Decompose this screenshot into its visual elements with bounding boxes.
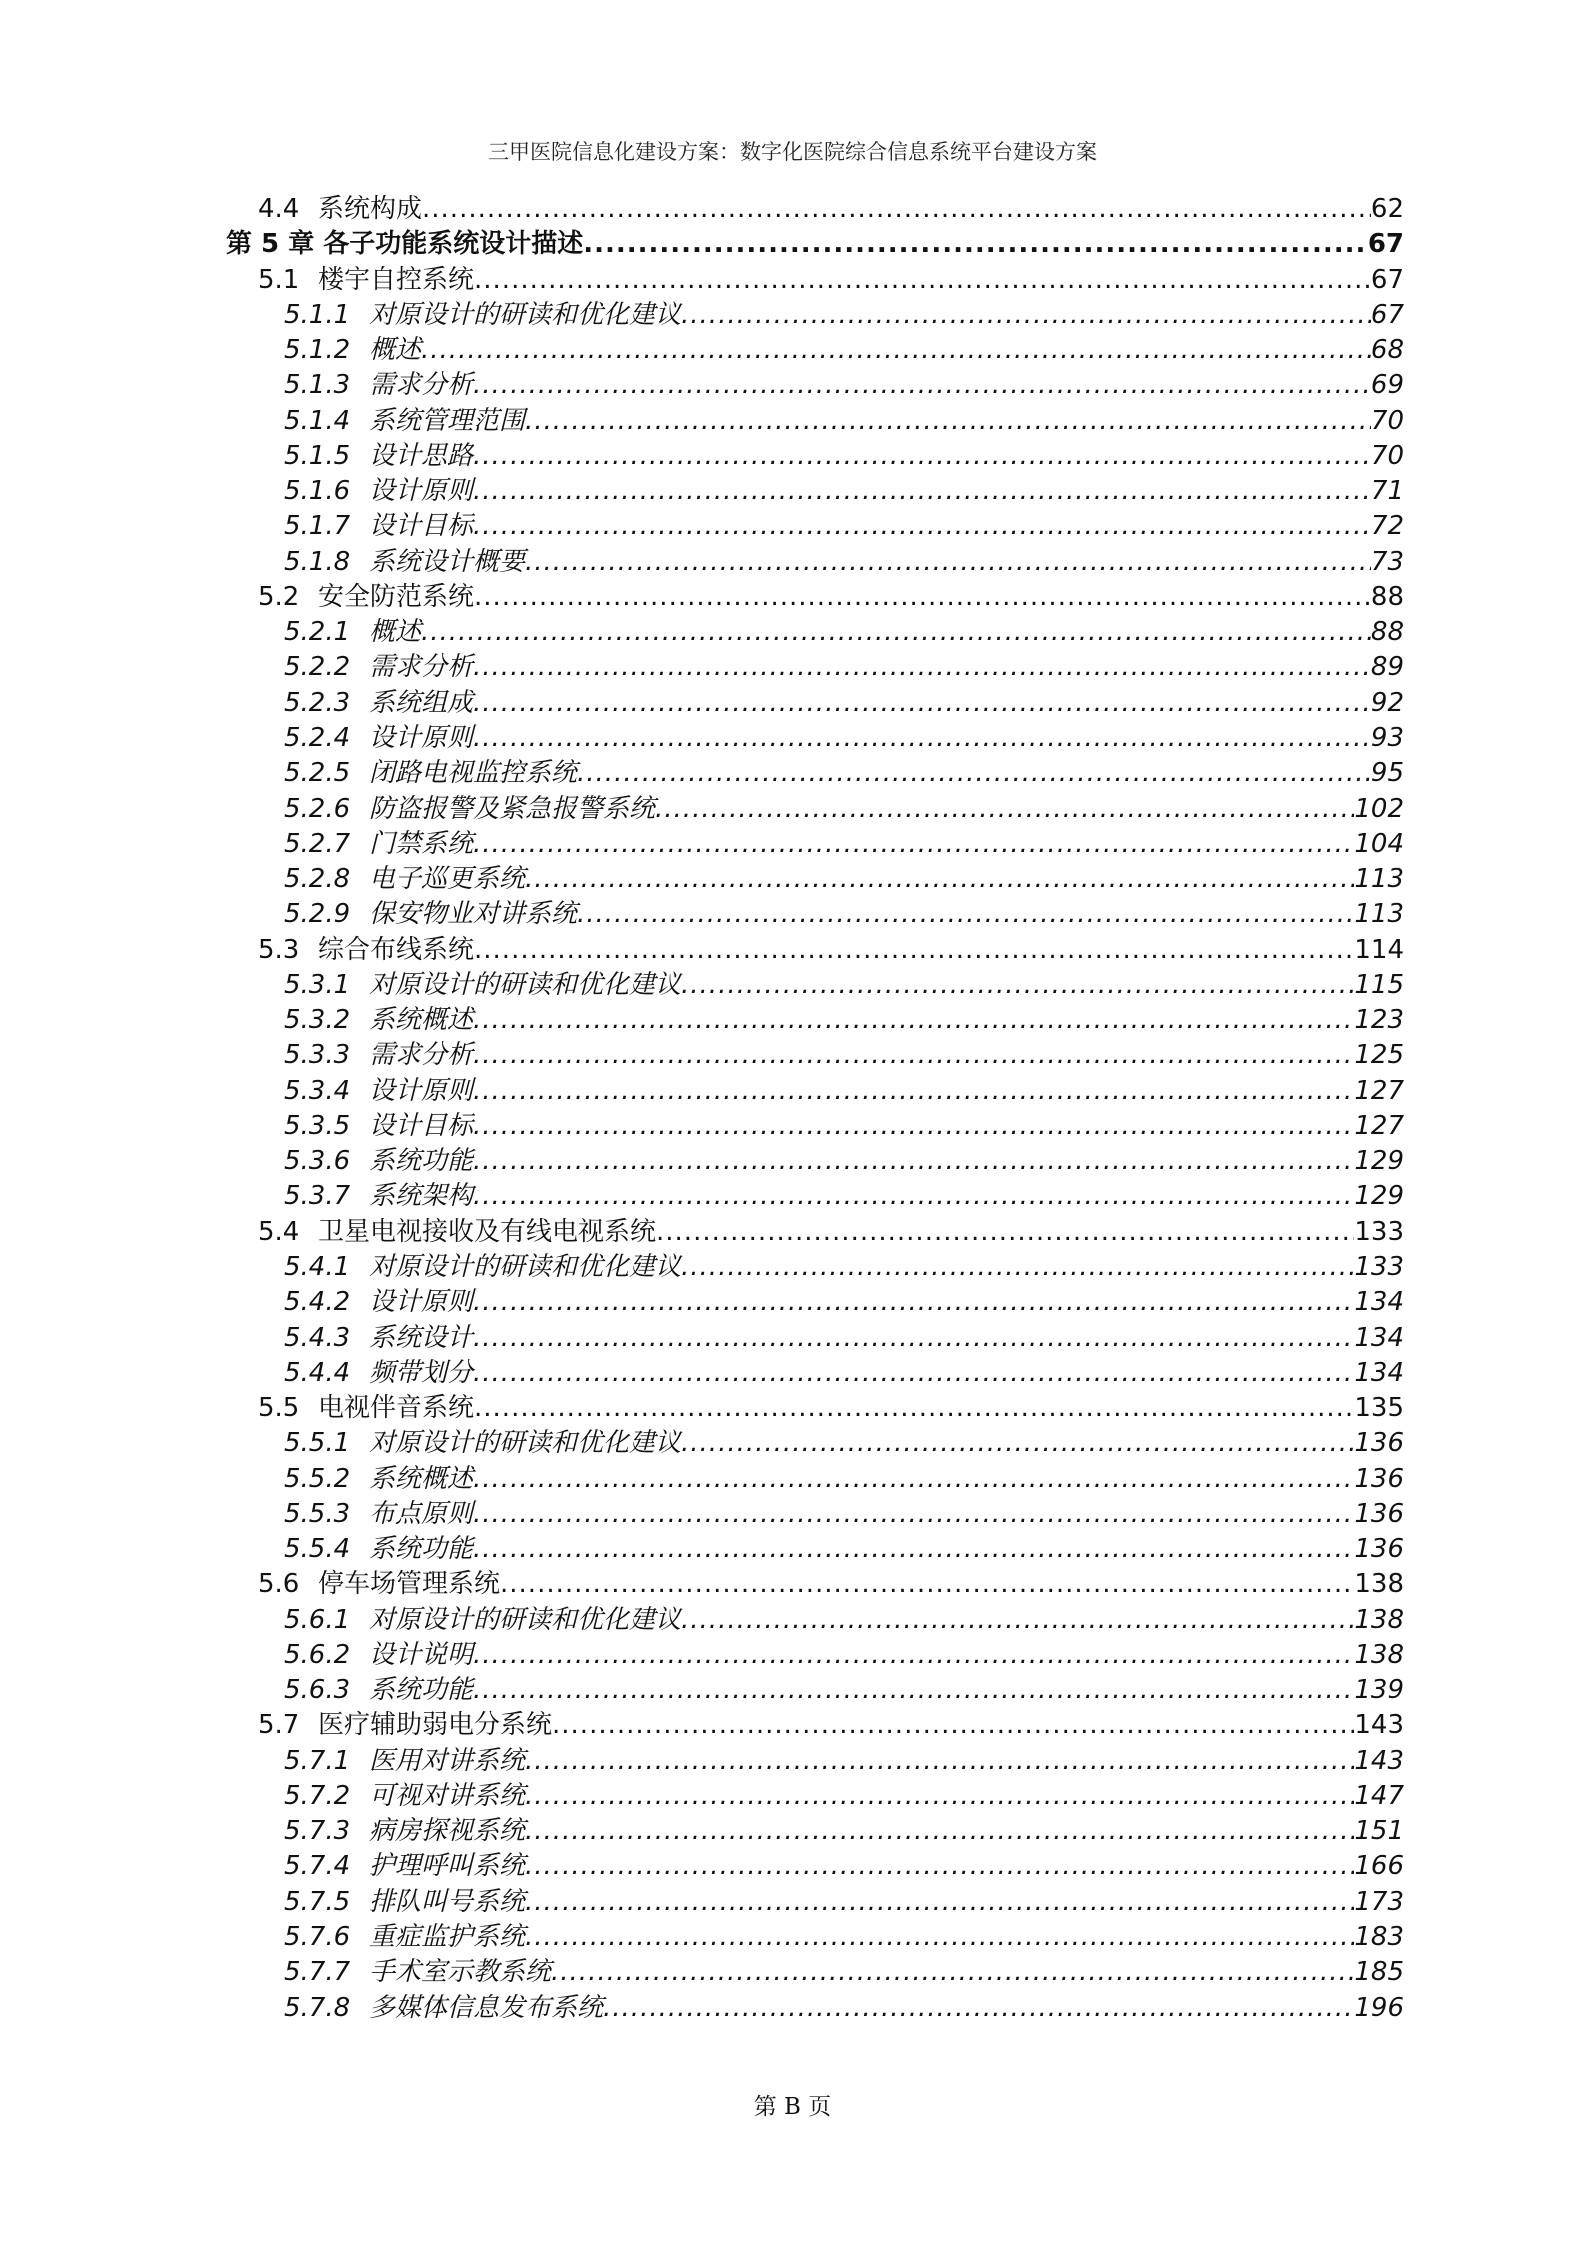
toc-entry[interactable] xyxy=(226,1074,1404,1109)
toc-entry-page: 62 xyxy=(1370,194,1404,224)
toc-entry-page: 183 xyxy=(1354,1922,1404,1953)
toc-entry[interactable] xyxy=(226,1426,1404,1461)
toc-entry-number: 5.2.7 xyxy=(284,828,351,859)
toc-entry-number: 5.2.1 xyxy=(284,617,351,648)
toc-entry[interactable] xyxy=(226,1991,1404,2026)
toc-entry-number: 5.5.1 xyxy=(284,1428,351,1459)
toc-entry-number: 5.6 xyxy=(258,1569,300,1600)
dot-leader xyxy=(473,474,1371,509)
dot-leader xyxy=(473,509,1371,544)
toc-entry-number: 5.7.7 xyxy=(284,1957,351,1988)
dot-leader xyxy=(421,615,1371,650)
dot-leader xyxy=(473,1321,1354,1356)
dot-leader xyxy=(473,1532,1354,1567)
dot-leader xyxy=(473,827,1354,862)
toc-entry-page: 73 xyxy=(1370,546,1404,577)
toc-entry-title: 需求分析 xyxy=(369,370,474,401)
toc-entry-title: 布点原则 xyxy=(369,1498,474,1529)
toc-entry[interactable] xyxy=(226,721,1404,756)
toc-entry[interactable] xyxy=(226,615,1404,650)
dot-leader xyxy=(473,1144,1354,1179)
toc-entry-number: 5.4.4 xyxy=(284,1357,351,1388)
toc-entry-page: 129 xyxy=(1354,1181,1404,1212)
toc-entry[interactable] xyxy=(226,1215,1404,1250)
toc-entry-page: 114 xyxy=(1354,934,1404,965)
toc-entry-title: 对原设计的研读和优化建议 xyxy=(369,1251,682,1282)
toc-entry-number: 5.1 xyxy=(258,264,300,295)
toc-entry-title: 设计目标 xyxy=(369,1110,474,1141)
dot-leader xyxy=(525,1920,1354,1955)
toc-entry-page: 104 xyxy=(1354,828,1404,859)
toc-entry-title: 系统构成 xyxy=(318,194,423,224)
dot-leader xyxy=(473,721,1371,756)
toc-entry-page: 93 xyxy=(1370,722,1404,753)
toc-entry[interactable] xyxy=(226,1779,1404,1814)
toc-entry-number: 5.7.8 xyxy=(284,1992,351,2023)
toc-entry[interactable] xyxy=(226,192,1404,227)
dot-leader xyxy=(473,1356,1354,1391)
dot-leader xyxy=(473,1109,1354,1144)
dot-leader xyxy=(681,1426,1354,1461)
toc-entry-number: 5.1.1 xyxy=(284,299,351,330)
page-header: 三甲医院信息化建设方案：数字化医院综合信息系统平台建设方案 xyxy=(488,140,1097,164)
toc-entry-number: 5.6.3 xyxy=(284,1675,351,1706)
toc-entry[interactable] xyxy=(226,368,1404,403)
toc-entry-title: 排队叫号系统 xyxy=(369,1886,526,1917)
dot-leader xyxy=(681,298,1371,333)
toc-entry-number: 5.7.1 xyxy=(284,1745,351,1776)
dot-leader xyxy=(422,192,1371,227)
toc-entry-page: 67 xyxy=(1367,229,1404,260)
toc-entry-page: 127 xyxy=(1354,1075,1404,1106)
toc-entry-title: 重症监护系统 xyxy=(369,1922,526,1953)
toc-entry-page: 71 xyxy=(1370,476,1404,507)
toc-entry[interactable] xyxy=(226,509,1404,544)
toc-entry-title: 设计说明 xyxy=(369,1639,474,1670)
toc-entry-page: 133 xyxy=(1354,1216,1404,1247)
toc-entry-number: 5.3.7 xyxy=(284,1181,351,1212)
toc-entry-title: 需求分析 xyxy=(369,652,474,683)
dot-leader xyxy=(474,263,1371,298)
dot-leader xyxy=(473,1285,1354,1320)
toc-entry-title: 防盗报警及紧急报警系统 xyxy=(369,793,656,824)
dot-leader xyxy=(473,1038,1354,1073)
dot-leader xyxy=(474,1391,1354,1426)
toc-entry[interactable] xyxy=(226,686,1404,721)
toc-entry[interactable] xyxy=(226,650,1404,685)
dot-leader xyxy=(525,1779,1354,1814)
dot-leader xyxy=(681,1603,1354,1638)
toc-entry-title: 停车场管理系统 xyxy=(318,1569,501,1600)
dot-leader xyxy=(525,1849,1354,1884)
toc-entry-title: 第 5 章 各子功能系统设计描述 xyxy=(226,229,584,260)
toc-entry-page: 113 xyxy=(1354,899,1404,930)
toc-entry-number: 5.1.4 xyxy=(284,405,351,436)
toc-entry-number: 4.4 xyxy=(258,194,300,224)
toc-entry-number: 5.5.3 xyxy=(284,1498,351,1529)
toc-entry[interactable] xyxy=(226,439,1404,474)
toc-entry-title: 手术室示教系统 xyxy=(369,1957,552,1988)
toc-entry-title: 设计原则 xyxy=(369,722,474,753)
toc-entry-page: 113 xyxy=(1354,864,1404,895)
toc-entry-title: 门禁系统 xyxy=(369,828,474,859)
dot-leader xyxy=(500,1567,1354,1602)
toc-entry-number: 5.5 xyxy=(258,1393,300,1424)
toc-entry-number: 5.1.7 xyxy=(284,511,351,542)
toc-entry[interactable] xyxy=(226,1109,1404,1144)
toc-entry[interactable] xyxy=(226,1849,1404,1884)
toc-entry-number: 5.4.2 xyxy=(284,1287,351,1318)
toc-entry-page: 68 xyxy=(1370,335,1404,366)
toc-entry-page: 133 xyxy=(1354,1251,1404,1282)
toc-entry[interactable] xyxy=(226,404,1404,439)
toc-entry-number: 5.3.4 xyxy=(284,1075,351,1106)
toc-entry-page: 115 xyxy=(1354,969,1404,1000)
toc-entry-number: 5.4.1 xyxy=(284,1251,351,1282)
dot-leader xyxy=(473,650,1371,685)
toc-entry-page: 72 xyxy=(1370,511,1404,542)
toc-entry-page: 67 xyxy=(1370,299,1404,330)
toc-entry-page: 136 xyxy=(1354,1463,1404,1494)
toc-entry-page: 134 xyxy=(1354,1357,1404,1388)
toc-entry-number: 5.7 xyxy=(258,1710,300,1741)
toc-entry[interactable] xyxy=(226,263,1404,298)
toc-entry-title: 系统功能 xyxy=(369,1675,474,1706)
toc-entry-title: 设计原则 xyxy=(369,1075,474,1106)
toc-entry-page: 136 xyxy=(1354,1428,1404,1459)
toc-entry[interactable] xyxy=(226,333,1404,368)
toc-entry-title: 对原设计的研读和优化建议 xyxy=(369,1604,682,1635)
toc-entry-title: 概述 xyxy=(369,617,422,648)
toc-entry-title: 设计原则 xyxy=(369,476,474,507)
toc-entry[interactable] xyxy=(226,1603,1404,1638)
toc-entry[interactable] xyxy=(226,227,1404,262)
toc-entry[interactable] xyxy=(226,1179,1404,1214)
toc-entry-number: 5.3.2 xyxy=(284,1005,351,1036)
toc-entry-number: 5.1.2 xyxy=(284,335,351,366)
dot-leader xyxy=(474,580,1371,615)
toc-entry-number: 5.6.1 xyxy=(284,1604,351,1635)
toc-entry-page: 138 xyxy=(1354,1569,1404,1600)
toc-entry[interactable] xyxy=(226,1744,1404,1779)
dot-leader xyxy=(681,968,1354,1003)
toc-entry-title: 设计目标 xyxy=(369,511,474,542)
toc-entry-number: 5.1.6 xyxy=(284,476,351,507)
toc-entry-page: 125 xyxy=(1354,1040,1404,1071)
toc-entry[interactable] xyxy=(226,1250,1404,1285)
toc-entry-number: 5.1.3 xyxy=(284,370,351,401)
toc-entry[interactable] xyxy=(226,1462,1404,1497)
toc-entry[interactable] xyxy=(226,1356,1404,1391)
toc-entry[interactable] xyxy=(226,1920,1404,1955)
toc-entry[interactable] xyxy=(226,1321,1404,1356)
dot-leader xyxy=(473,1179,1354,1214)
toc-entry-title: 多媒体信息发布系统 xyxy=(369,1992,604,2023)
toc-entry-title: 系统概述 xyxy=(369,1005,474,1036)
toc-entry-page: 127 xyxy=(1354,1110,1404,1141)
toc-entry[interactable] xyxy=(226,1638,1404,1673)
toc-entry[interactable] xyxy=(226,1285,1404,1320)
toc-entry-page: 92 xyxy=(1370,687,1404,718)
toc-entry-page: 123 xyxy=(1354,1005,1404,1036)
toc-entry-number: 5.7.6 xyxy=(284,1922,351,1953)
toc-entry-title: 设计原则 xyxy=(369,1287,474,1318)
toc-entry-title: 保安物业对讲系统 xyxy=(369,899,578,930)
toc-entry-title: 护理呼叫系统 xyxy=(369,1851,526,1882)
toc-entry[interactable] xyxy=(226,1814,1404,1849)
dot-leader xyxy=(473,1497,1354,1532)
toc-entry-title: 系统管理范围 xyxy=(369,405,526,436)
toc-entry-title: 可视对讲系统 xyxy=(369,1780,526,1811)
toc-entry-title: 系统功能 xyxy=(369,1534,474,1565)
dot-leader xyxy=(656,1215,1354,1250)
toc-entry-number: 5.6.2 xyxy=(284,1639,351,1670)
toc-entry-number: 5.4.3 xyxy=(284,1322,351,1353)
toc-entry-title: 楼宇自控系统 xyxy=(318,264,475,295)
dot-leader xyxy=(603,1991,1354,2026)
dot-leader xyxy=(525,862,1354,897)
toc-entry-number: 5.3.5 xyxy=(284,1110,351,1141)
dot-leader xyxy=(525,1814,1354,1849)
toc-entry-page: 88 xyxy=(1370,617,1404,648)
toc-entry-page: 143 xyxy=(1354,1710,1404,1741)
toc-entry[interactable] xyxy=(226,1567,1404,1602)
toc-entry[interactable] xyxy=(226,933,1404,968)
toc-entry-number: 5.3.3 xyxy=(284,1040,351,1071)
toc-entry-number: 5.2.3 xyxy=(284,687,351,718)
toc-entry[interactable] xyxy=(226,968,1404,1003)
dot-leader xyxy=(473,1462,1354,1497)
dot-leader xyxy=(473,439,1371,474)
toc-entry[interactable] xyxy=(226,1038,1404,1073)
toc-entry-number: 5.2.5 xyxy=(284,758,351,789)
toc-entry-title: 对原设计的研读和优化建议 xyxy=(369,299,682,330)
toc-entry[interactable] xyxy=(226,545,1404,580)
dot-leader xyxy=(583,227,1368,262)
toc-entry-page: 166 xyxy=(1354,1851,1404,1882)
toc-entry[interactable] xyxy=(226,1391,1404,1426)
toc-entry-number: 5.3.1 xyxy=(284,969,351,1000)
dot-leader xyxy=(421,333,1371,368)
dot-leader xyxy=(655,792,1354,827)
toc-entry-number: 5.2.6 xyxy=(284,793,351,824)
table-of-contents xyxy=(226,192,1404,2026)
toc-entry-page: 185 xyxy=(1354,1957,1404,1988)
toc-entry-title: 卫星电视接收及有线电视系统 xyxy=(318,1216,657,1247)
toc-entry-number: 5.5.4 xyxy=(284,1534,351,1565)
toc-entry-page: 151 xyxy=(1354,1816,1404,1847)
toc-entry-page: 134 xyxy=(1354,1322,1404,1353)
page-footer: 第 B 页 xyxy=(753,2094,832,2120)
toc-entry-title: 系统设计 xyxy=(369,1322,474,1353)
toc-entry-title: 概述 xyxy=(369,335,422,366)
toc-entry-title: 频带划分 xyxy=(369,1357,474,1388)
toc-entry-title: 系统概述 xyxy=(369,1463,474,1494)
dot-leader xyxy=(551,1955,1354,1990)
dot-leader xyxy=(681,1250,1354,1285)
toc-entry-page: 102 xyxy=(1354,793,1404,824)
toc-entry-title: 系统设计概要 xyxy=(369,546,526,577)
toc-entry-page: 67 xyxy=(1370,264,1404,295)
toc-entry-title: 病房探视系统 xyxy=(369,1816,526,1847)
toc-entry-number: 5.3.6 xyxy=(284,1146,351,1177)
toc-entry-title: 设计思路 xyxy=(369,440,474,471)
toc-entry-title: 医疗辅助弱电分系统 xyxy=(318,1710,553,1741)
toc-entry-page: 139 xyxy=(1354,1675,1404,1706)
toc-entry-title: 系统组成 xyxy=(369,687,474,718)
toc-entry-number: 5.2.9 xyxy=(284,899,351,930)
toc-entry-number: 5.7.4 xyxy=(284,1851,351,1882)
toc-entry[interactable] xyxy=(226,1532,1404,1567)
toc-entry-number: 5.2.2 xyxy=(284,652,351,683)
dot-leader xyxy=(525,545,1371,580)
toc-entry[interactable] xyxy=(226,580,1404,615)
toc-entry-page: 173 xyxy=(1354,1886,1404,1917)
dot-leader xyxy=(473,686,1371,721)
toc-entry[interactable] xyxy=(226,862,1404,897)
toc-entry-page: 95 xyxy=(1370,758,1404,789)
toc-entry-title: 电视伴音系统 xyxy=(318,1393,475,1424)
toc-entry-number: 5.2.8 xyxy=(284,864,351,895)
toc-entry-number: 5.2 xyxy=(258,581,300,612)
dot-leader xyxy=(525,1885,1354,1920)
dot-leader xyxy=(473,368,1371,403)
dot-leader xyxy=(473,1003,1354,1038)
toc-entry[interactable] xyxy=(226,1144,1404,1179)
toc-entry[interactable] xyxy=(226,1885,1404,1920)
toc-entry-number: 5.4 xyxy=(258,1216,300,1247)
dot-leader xyxy=(525,1744,1354,1779)
toc-entry-title: 电子巡更系统 xyxy=(369,864,526,895)
dot-leader xyxy=(577,897,1354,932)
toc-entry[interactable] xyxy=(226,1003,1404,1038)
toc-entry[interactable] xyxy=(226,1497,1404,1532)
toc-entry-title: 对原设计的研读和优化建议 xyxy=(369,969,682,1000)
toc-entry[interactable] xyxy=(226,474,1404,509)
toc-entry[interactable] xyxy=(226,1673,1404,1708)
toc-entry-title: 系统架构 xyxy=(369,1181,474,1212)
toc-entry-page: 70 xyxy=(1370,440,1404,471)
toc-entry-title: 需求分析 xyxy=(369,1040,474,1071)
toc-entry-page: 196 xyxy=(1354,1992,1404,2023)
toc-entry-number: 5.3 xyxy=(258,934,300,965)
toc-entry-title: 闭路电视监控系统 xyxy=(369,758,578,789)
toc-entry-number: 5.1.8 xyxy=(284,546,351,577)
dot-leader xyxy=(552,1708,1354,1743)
toc-entry-number: 5.7.2 xyxy=(284,1780,351,1811)
toc-entry-title: 安全防范系统 xyxy=(318,581,475,612)
toc-entry-page: 129 xyxy=(1354,1146,1404,1177)
toc-entry-number: 5.7.5 xyxy=(284,1886,351,1917)
toc-entry-title: 综合布线系统 xyxy=(318,934,475,965)
toc-entry-title: 医用对讲系统 xyxy=(369,1745,526,1776)
toc-entry-number: 5.5.2 xyxy=(284,1463,351,1494)
toc-entry[interactable] xyxy=(226,1955,1404,1990)
toc-entry-number: 5.7.3 xyxy=(284,1816,351,1847)
toc-entry[interactable] xyxy=(226,827,1404,862)
dot-leader xyxy=(473,1074,1354,1109)
toc-entry[interactable] xyxy=(226,897,1404,932)
dot-leader xyxy=(473,1638,1354,1673)
dot-leader xyxy=(474,933,1354,968)
toc-entry-page: 136 xyxy=(1354,1534,1404,1565)
toc-entry-page: 143 xyxy=(1354,1745,1404,1776)
toc-entry-page: 135 xyxy=(1354,1393,1404,1424)
toc-entry-page: 88 xyxy=(1370,581,1404,612)
toc-entry-page: 134 xyxy=(1354,1287,1404,1318)
toc-entry-title: 系统功能 xyxy=(369,1146,474,1177)
toc-entry-page: 69 xyxy=(1370,370,1404,401)
toc-entry-page: 138 xyxy=(1354,1639,1404,1670)
toc-entry-page: 136 xyxy=(1354,1498,1404,1529)
dot-leader xyxy=(525,404,1371,439)
toc-entry-number: 5.2.4 xyxy=(284,722,351,753)
toc-entry-page: 70 xyxy=(1370,405,1404,436)
dot-leader xyxy=(473,1673,1354,1708)
toc-entry[interactable] xyxy=(226,792,1404,827)
toc-entry-page: 138 xyxy=(1354,1604,1404,1635)
toc-entry-page: 89 xyxy=(1370,652,1404,683)
toc-entry-title: 对原设计的研读和优化建议 xyxy=(369,1428,682,1459)
toc-entry[interactable] xyxy=(226,298,1404,333)
toc-entry-number: 5.1.5 xyxy=(284,440,351,471)
dot-leader xyxy=(577,756,1371,791)
toc-entry[interactable] xyxy=(226,756,1404,791)
toc-entry[interactable] xyxy=(226,1708,1404,1743)
toc-entry-page: 147 xyxy=(1354,1780,1404,1811)
